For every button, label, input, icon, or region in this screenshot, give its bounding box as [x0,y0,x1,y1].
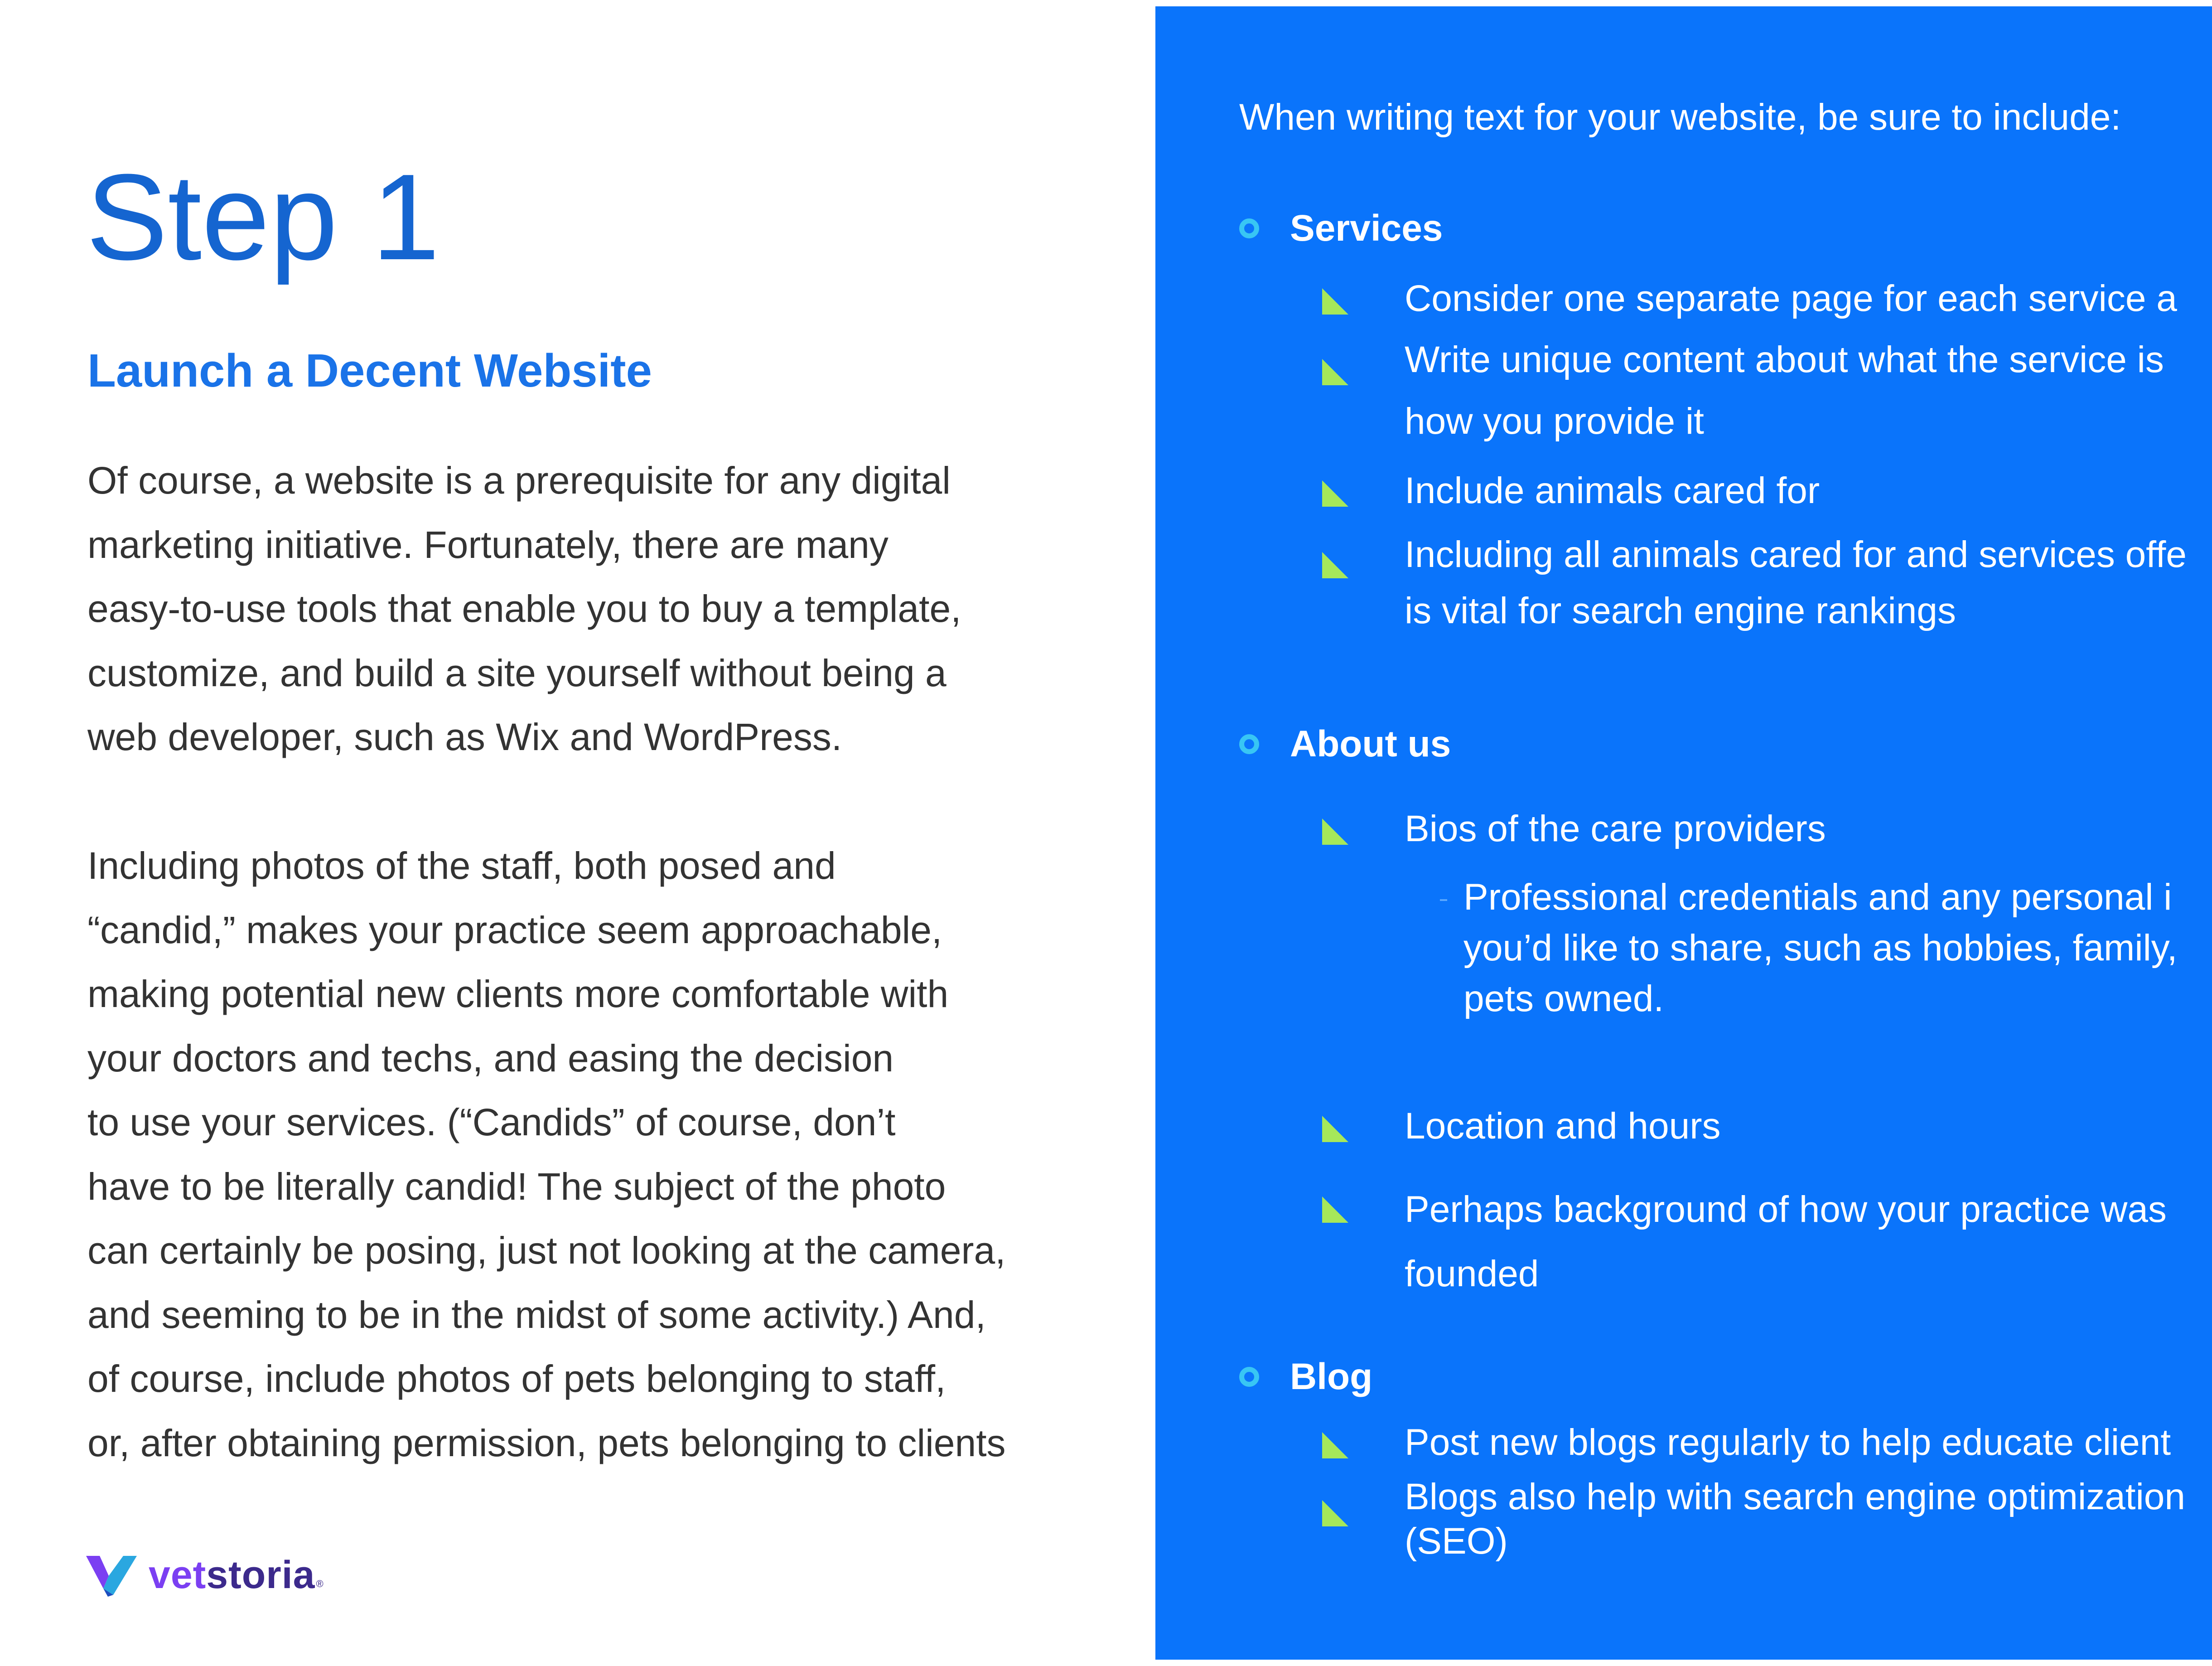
paragraph-line: of course, include photos of pets belonging to staff, [87,1357,946,1400]
triangle-bullet-icon [1322,1500,1348,1526]
triangle-bullet-icon [1322,480,1348,507]
paragraph-line: can certainly be posing, just not looking at the camera, [87,1229,1006,1272]
triangle-bullet-icon [1322,288,1348,315]
panel-intro: When writing text for your website, be sure to include: [1239,97,2121,138]
paragraph-line: your doctors and techs, and easing the decision [87,1036,894,1080]
paragraph-line: have to be literally candid! The subject of the photo [87,1165,946,1208]
section-subtitle: Launch a Decent Website [87,344,652,397]
section-label: Blog [1290,1356,1373,1397]
paragraph-line: “candid,” makes your practice seem approachable, [87,908,942,951]
triangle-bullet-icon [1322,359,1348,385]
list-item-text: Post new blogs regularly to help educate client [1405,1422,2171,1463]
list-item-text: Consider one separate page for each service a [1405,278,2177,319]
dash-bullet-icon [1440,899,1447,901]
triangle-bullet-icon [1322,1116,1348,1142]
list-item-text: Perhaps background of how your practice was founded [1405,1189,2167,1294]
triangle-bullet-icon [1322,1196,1348,1223]
list-item-text: Including all animals cared for and services offe is vital for search engine rankings [1405,534,2187,631]
sub-list-item [1463,872,2178,1024]
list-item-text: Blogs also help with search engine optimization (SEO) [1405,1476,2186,1562]
circle-bullet-icon [1239,1367,1259,1387]
page-title: Step 1 [86,149,440,286]
logo-wordmark-vet: vet [149,1553,207,1597]
section-services [1239,201,1443,256]
logo-wordmark-storia: storia [206,1553,315,1597]
triangle-bullet-icon [1322,1432,1348,1458]
triangle-bullet-icon [1322,552,1348,578]
circle-bullet-icon [1239,218,1259,238]
paragraph-line: customize, and build a site yourself without being a [87,651,947,694]
paragraph-line: to use your services. (“Candids” of course, don’t [87,1101,896,1143]
logo-wordmark [149,1553,315,1598]
photos-paragraph [87,834,1120,1475]
paragraph-line: web developer, such as Wix and WordPress. [87,716,842,758]
section-about-us [1239,717,1451,771]
paragraph-line: easy-to-use tools that enable you to buy a template, [87,587,961,630]
list-item-text: Location and hours [1405,1105,1721,1147]
paragraph-line: Of course, a website is a prerequisite for any digital [87,459,951,502]
section-label: Services [1290,208,1443,249]
sub-list-item-text: Professional credentials and any personal i you’d like to share, such as hobbies, family, pets owned. [1463,877,2178,1019]
paragraph-line: and seeming to be in the midst of some activity.) And, [87,1293,986,1336]
list-item-text: Bios of the care providers [1405,808,1826,849]
section-blog [1239,1350,1372,1404]
paragraph-line: or, after obtaining permission, pets belonging to clients [87,1421,1006,1464]
vetstoria-v-logo-icon [86,1553,137,1597]
paragraph-line: marketing initiative. Fortunately, there are many [87,523,889,566]
paragraph-line: making potential new clients more comfortable with [87,973,949,1015]
list-item-text: Write unique content about what the service is how you provide it [1405,339,2164,442]
website-checklist-panel [1155,6,2212,1660]
registered-mark: ® [316,1578,324,1589]
intro-paragraph [87,449,1120,770]
paragraph-line: Including photos of the staff, both posed and [87,844,836,887]
vetstoria-logo [86,1550,324,1600]
list-item-text: Include animals cared for [1405,470,1820,511]
triangle-bullet-icon [1322,818,1348,845]
circle-bullet-icon [1239,734,1259,754]
section-label: About us [1290,723,1451,765]
